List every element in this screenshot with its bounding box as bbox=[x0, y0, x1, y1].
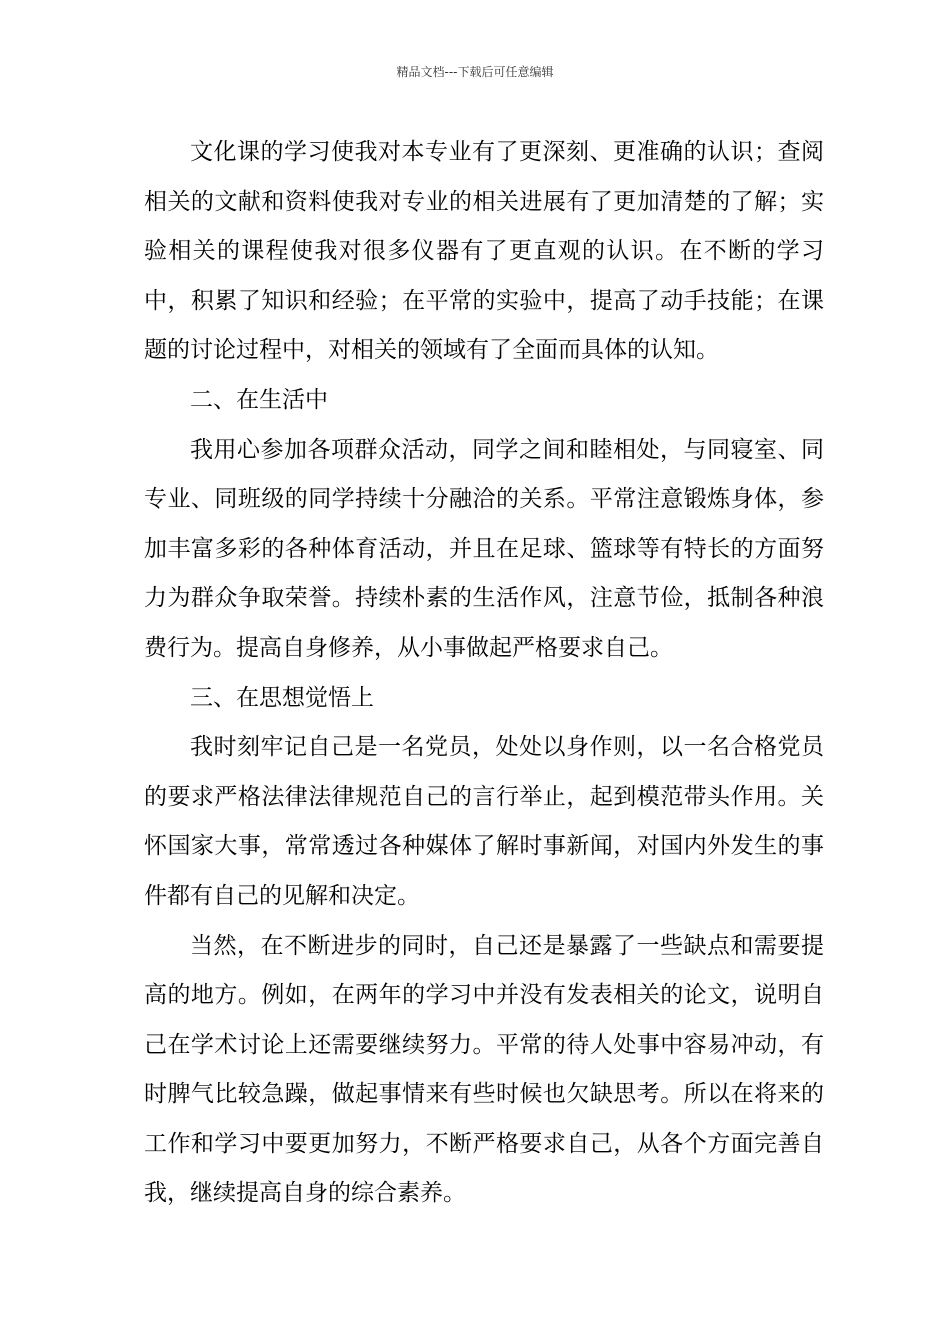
section-heading-life: 二、在生活中 bbox=[190, 386, 328, 413]
page-header: 精品文档---下载后可任意编辑 bbox=[396, 65, 554, 79]
paragraph-life: 我用心参加各项群众活动，同学之间和睦相处，与同寝室、同专业、同班级的同学持续十分融洽的关系。平常注意锻炼身体，参加丰富多彩的各种体育活动，并且在足球、篮球等有特长的方面努力为群众争取荣誉。持续朴素的生活作风，注意节俭，抵制各种浪费行为。提高自身修养，从小事做起严格要求自己。 bbox=[144, 436, 824, 661]
paragraph-ideology: 我时刻牢记自己是一名党员，处处以身作则，以一名合格党员的要求严格法律法律规范自己的言行举止，起到模范带头作用。关怀国家大事，常常透过各种媒体了解时事新闻，对国内外发生的事件都有自己的见解和决定。 bbox=[144, 734, 824, 909]
document-body bbox=[144, 128, 824, 1219]
section-heading-ideology: 三、在思想觉悟上 bbox=[190, 684, 374, 711]
paragraph-study: 文化课的学习使我对本专业有了更深刻、更准确的认识；查阅相关的文献和资料使我对专业的相关进展有了更加清楚的了解；实验相关的课程使我对很多仪器有了更直观的认识。在不断的学习中，积累了知识和经验；在平常的实验中，提高了动手技能；在课题的讨论过程中，对相关的领域有了全面而具体的认知。 bbox=[144, 139, 824, 364]
paragraph-shortcomings: 当然，在不断进步的同时，自己还是暴露了一些缺点和需要提高的地方。例如，在两年的学习中并没有发表相关的论文，说明自己在学术讨论上还需要继续努力。平常的待人处事中容易冲动，有时脾气比较急躁，做起事情来有些时候也欠缺思考。所以在将来的工作和学习中要更加努力，不断严格要求自己，从各个方面完善自我，继续提高自身的综合素养。 bbox=[144, 932, 824, 1207]
